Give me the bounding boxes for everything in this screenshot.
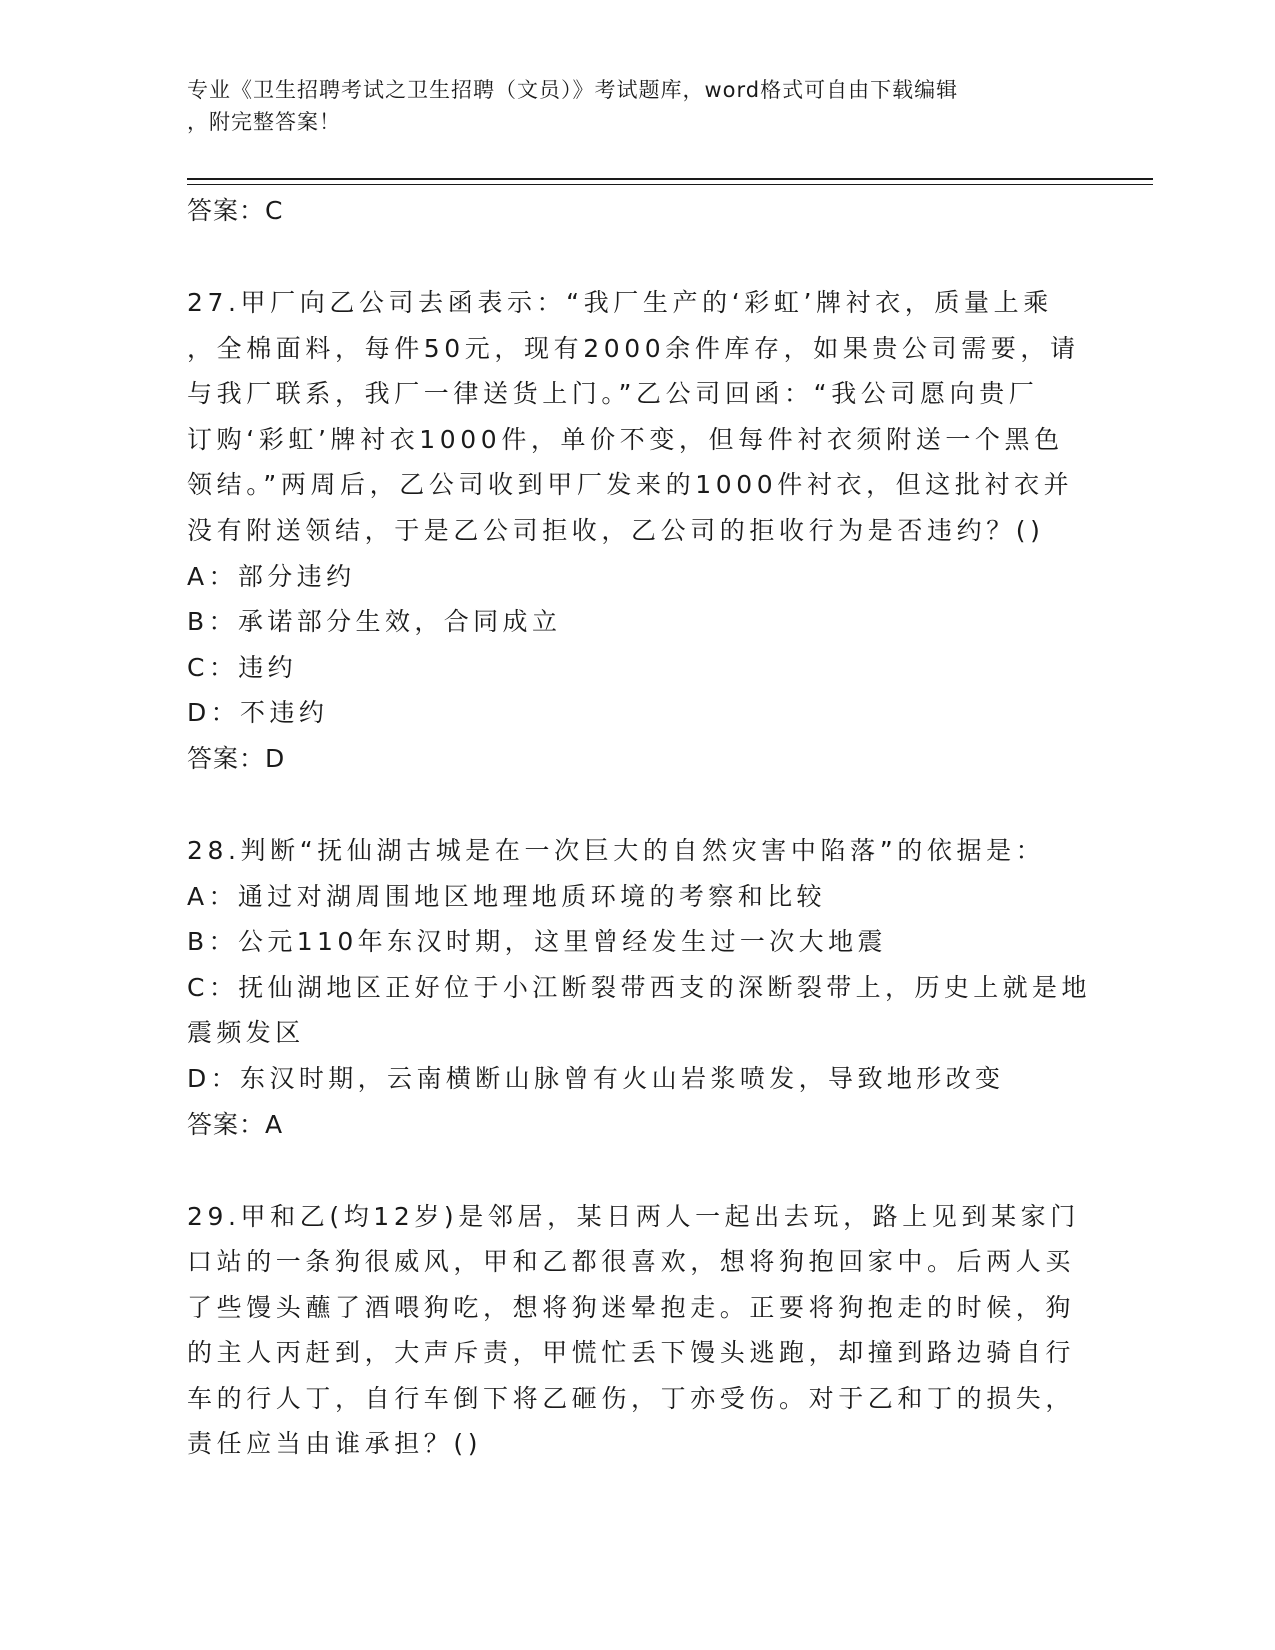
question-list bbox=[187, 188, 1091, 1467]
question-text-line: 的主人丙赶到，大声斥责，甲慌忙丢下馒头逃跑，却撞到路边骑自行 bbox=[187, 1338, 1076, 1368]
option-c: C：抚仙湖地区正好位于小江断裂带西支的深断裂带上，历史上就是地 bbox=[187, 972, 1091, 1002]
header-line: 专业《卫生招聘考试之卫生招聘（文员）》考试题库，word格式可自由下载编辑 bbox=[187, 78, 959, 102]
document-header bbox=[187, 74, 1067, 138]
question-text-line: 车的行人丁，自行车倒下将乙砸伤，丁亦受伤。对于乙和丁的损失， bbox=[187, 1383, 1076, 1413]
option-d: D：不违约 bbox=[187, 698, 329, 728]
question-text-line: 28.判断“抚仙湖古城是在一次巨大的自然灾害中陷落”的依据是： bbox=[187, 835, 1046, 865]
question-text-line: 与我厂联系，我厂一律送货上门。”乙公司回函：“我公司愿向贵厂 bbox=[187, 379, 1039, 409]
spacer bbox=[187, 1148, 1087, 1194]
question-text-line: 29.甲和乙(均12岁)是邻居，某日两人一起出去玩，路上见到某家门 bbox=[187, 1201, 1080, 1231]
question-text-line: 27.甲厂向乙公司去函表示：“我厂生产的‘彩虹’牌衬衣，质量上乘 bbox=[187, 288, 1053, 317]
question-text-line: 领结。”两周后，乙公司收到甲厂发来的1000件衬衣，但这批衬衣并 bbox=[187, 470, 1074, 500]
spacer bbox=[187, 234, 1087, 280]
question-block-27 bbox=[187, 280, 1087, 782]
spacer bbox=[187, 782, 1087, 828]
option-a: A：通过对湖周围地区地理地质环境的考察和比较 bbox=[187, 881, 826, 911]
question-text-line: 责任应当由谁承担？() bbox=[187, 1429, 483, 1459]
question-block-29 bbox=[187, 1194, 1087, 1468]
question-text-line: ，全棉面料，每件50元，现有2000余件库存，如果贵公司需要，请 bbox=[187, 333, 1080, 363]
header-divider-thin bbox=[187, 184, 1153, 185]
option-c-continuation: 震频发区 bbox=[187, 1018, 305, 1048]
option-b: B：承诺部分生效，合同成立 bbox=[187, 607, 562, 637]
answer-line: 答案：A bbox=[187, 1109, 284, 1139]
option-c: C：违约 bbox=[187, 652, 298, 682]
option-a: A：部分违约 bbox=[187, 561, 356, 591]
header-line: ，附完整答案！ bbox=[187, 110, 341, 134]
question-block-28 bbox=[187, 828, 1091, 1148]
question-text-line: 口站的一条狗很威风，甲和乙都很喜欢，想将狗抱回家中。后两人买 bbox=[187, 1247, 1076, 1277]
question-text-line: 了些馒头蘸了酒喂狗吃，想将狗迷晕抱走。正要将狗抱走的时候，狗 bbox=[187, 1292, 1076, 1322]
answer-line: 答案：C bbox=[187, 196, 284, 225]
question-text-line: 订购‘彩虹’牌衬衣1000件，单价不变，但每件衬衣须附送一个黑色 bbox=[187, 424, 1064, 454]
option-d: D：东汉时期，云南横断山脉曾有火山岩浆喷发，导致地形改变 bbox=[187, 1063, 1005, 1093]
question-text-line: 没有附送领结，于是乙公司拒收，乙公司的拒收行为是否违约？() bbox=[187, 515, 1045, 545]
option-b: B：公元110年东汉时期，这里曾经发生过一次大地震 bbox=[187, 927, 887, 957]
answer-line: 答案：D bbox=[187, 743, 286, 773]
header-divider-thick bbox=[187, 178, 1153, 180]
